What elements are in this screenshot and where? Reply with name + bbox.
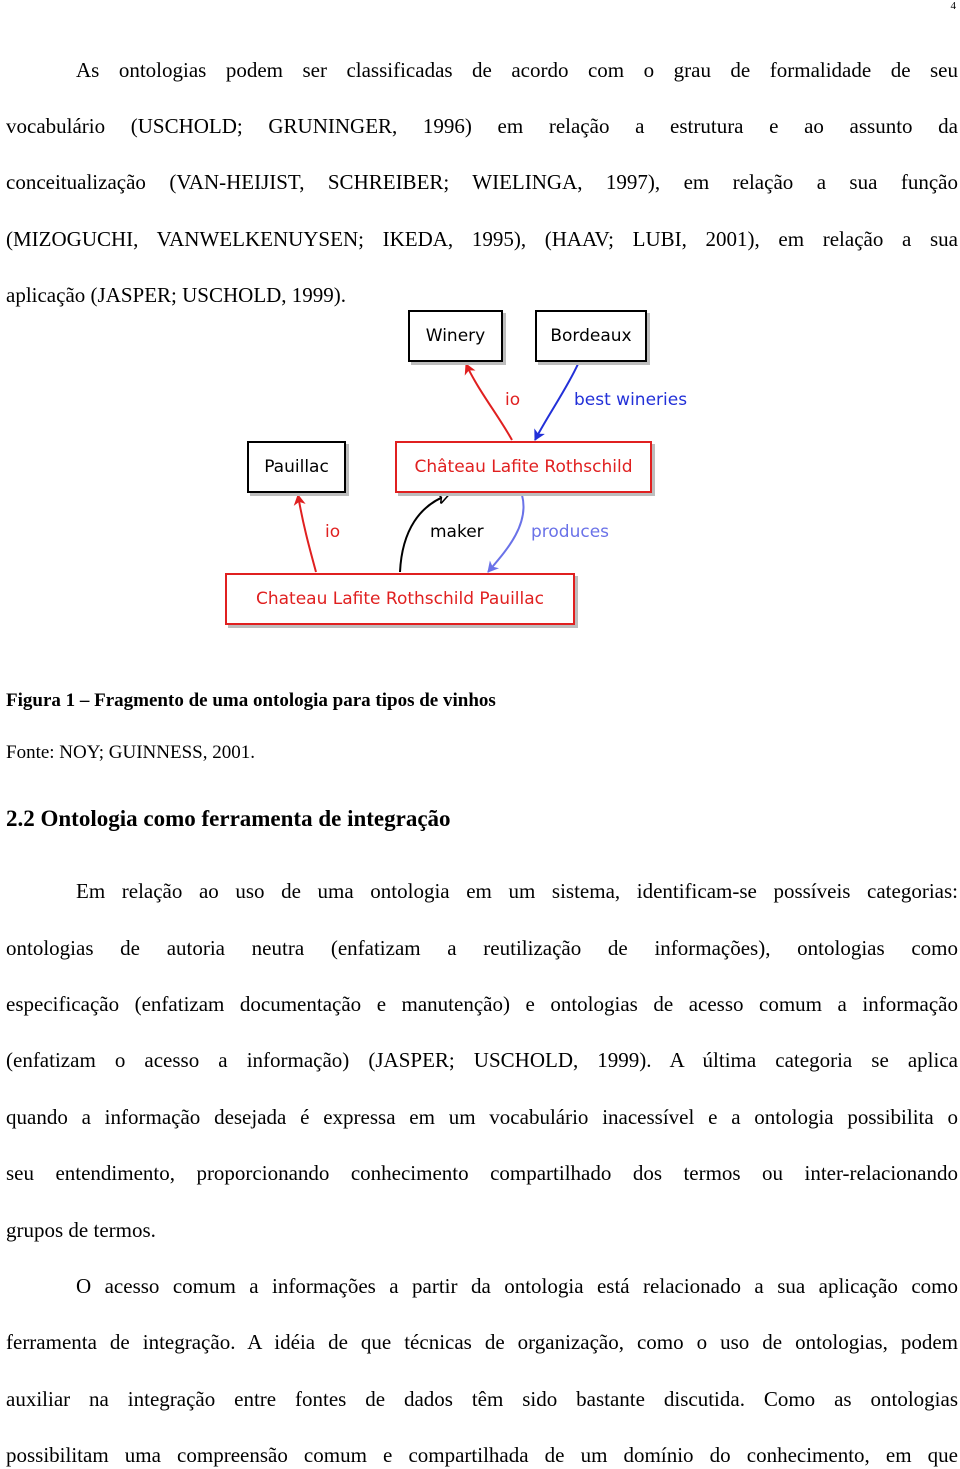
paragraph-line: (enfatizam o acesso a informação) (JASPER; USCHOLD, 1999). A última categoria se aplica xyxy=(6,1048,958,1072)
paragraph-line: vocabulário (USCHOLD; GRUNINGER, 1996) em relação a estrutura e ao assunto da xyxy=(6,114,958,138)
edge-best-wineries xyxy=(535,364,578,440)
paragraph-line: O acesso comum a informações a partir da ontologia está relacionado a sua aplicação como xyxy=(76,1274,958,1298)
paragraph-line: aplicação (JASPER; USCHOLD, 1999). xyxy=(6,283,347,307)
paragraph-line: possibilitam uma compreensão comum e compartilhada de um domínio do conhecimento, em que xyxy=(6,1443,958,1467)
paragraph-line: grupos de termos. xyxy=(6,1218,156,1242)
paragraph-line: As ontologias podem ser classificadas de acordo com o grau de formalidade de seu xyxy=(76,58,958,82)
paragraph-line: seu entendimento, proporcionando conhecimento compartilhado dos termos ou inter-relacionando xyxy=(6,1161,958,1185)
paragraph-line: Em relação ao uso de uma ontologia em um sistema, identificam-se possíveis categorias: xyxy=(76,879,958,903)
page-number: 4 xyxy=(950,0,956,12)
edge-label-maker: maker xyxy=(430,522,484,542)
section-heading: 2.2 Ontologia como ferramenta de integração xyxy=(6,806,451,831)
node-bordeaux: Bordeaux xyxy=(535,310,647,362)
edge-label-io-top: io xyxy=(505,390,521,410)
figure-caption: Figura 1 – Fragmento de uma ontologia para tipos de vinhos xyxy=(6,690,496,711)
node-chateau-lafite-rothschild-pauillac: Chateau Lafite Rothschild Pauillac xyxy=(225,573,575,625)
ontology-diagram xyxy=(0,300,960,640)
edge-label-io-bottom: io xyxy=(325,522,341,542)
edge-io-bottom xyxy=(298,495,316,572)
node-pauillac: Pauillac xyxy=(247,441,346,493)
paragraph-line: ferramenta de integração. A idéia de que técnicas de organização, como o uso de ontologias, podem xyxy=(6,1330,958,1354)
node-chateau-lafite-rothschild: Château Lafite Rothschild xyxy=(395,441,652,493)
paragraph-line: ontologias de autoria neutra (enfatizam a reutilização de informações), ontologias como xyxy=(6,936,958,960)
edge-label-produces: produces xyxy=(531,522,610,542)
paragraph-line: quando a informação desejada é expressa em um vocabulário inacessível e a ontologia possibilita o xyxy=(6,1105,958,1129)
edge-label-best-wineries: best wineries xyxy=(574,390,688,410)
node-winery: Winery xyxy=(408,310,503,362)
edge-produces xyxy=(488,495,524,572)
figure-source: Fonte: NOY; GUINNESS, 2001. xyxy=(6,742,255,763)
paragraph-line: conceitualização (VAN-HEIJIST, SCHREIBER; WIELINGA, 1997), em relação a sua função xyxy=(6,170,958,194)
paragraph-line: especificação (enfatizam documentação e manutenção) e ontologias de acesso comum a informação xyxy=(6,992,958,1016)
paragraph-line: (MIZOGUCHI, VANWELKENUYSEN; IKEDA, 1995), (HAAV; LUBI, 2001), em relação a sua xyxy=(6,227,958,251)
paragraph-line: auxiliar na integração entre fontes de dados têm sido bastante discutida. Como as ontologias xyxy=(6,1387,958,1411)
